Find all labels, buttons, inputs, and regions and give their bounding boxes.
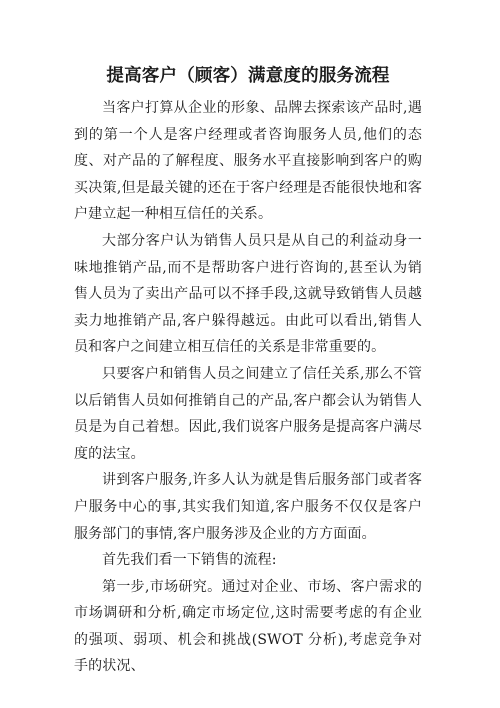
paragraph-5: 首先我们看一下销售的流程: [102,552,277,569]
paragraph-3: 只要客户和销售人员之间建立了信任关系,那么不管以后销售人员如何推销自己的产品,客户都会认为销售人员是为自己着想。因此,我们说客户服务是提高客户满尽度的法宝。 [74,365,422,462]
paragraph-2: 大部分客户认为销售人员只是从自己的利益动身一味地推销产品,而不是帮助客户进行咨询的,甚至认为销售人员为了卖出产品可以不择手段,这就导致销售人员越卖力地推销产品,客户躲得越远。由此可以看出,销售人员和客户之间建立相互信任的关系是非常重要的。 [74,232,422,356]
paragraph-6: 第一步,市场研究。通过对企业、市场、客户需求的市场调研和分析,确定市场定位,这时需要考虑的有企业的强项、弱项、机会和挑战(SWOT 分析),考虑竞争对手的状况、 [74,578,422,675]
paragraph-4: 讲到客户服务,许多人认为就是售后服务部门或者客户服务中心的事,其实我们知道,客户服务不仅仅是客户服务部门的事情,客户服务涉及企业的方方面面。 [74,472,422,542]
document-title: 提高客户（顾客）满意度的服务流程 [106,66,390,86]
paragraph-1: 当客户打算从企业的形象、品牌去探索该产品时,遇到的第一个人是客户经理或者咨询服务人员,他们的态度、对产品的了解程度、服务水平直接影响到客户的购买决策,但是最关键的还在于客户经理是否能很快地和客户建立起一种相互信任的关系。 [74,100,422,223]
